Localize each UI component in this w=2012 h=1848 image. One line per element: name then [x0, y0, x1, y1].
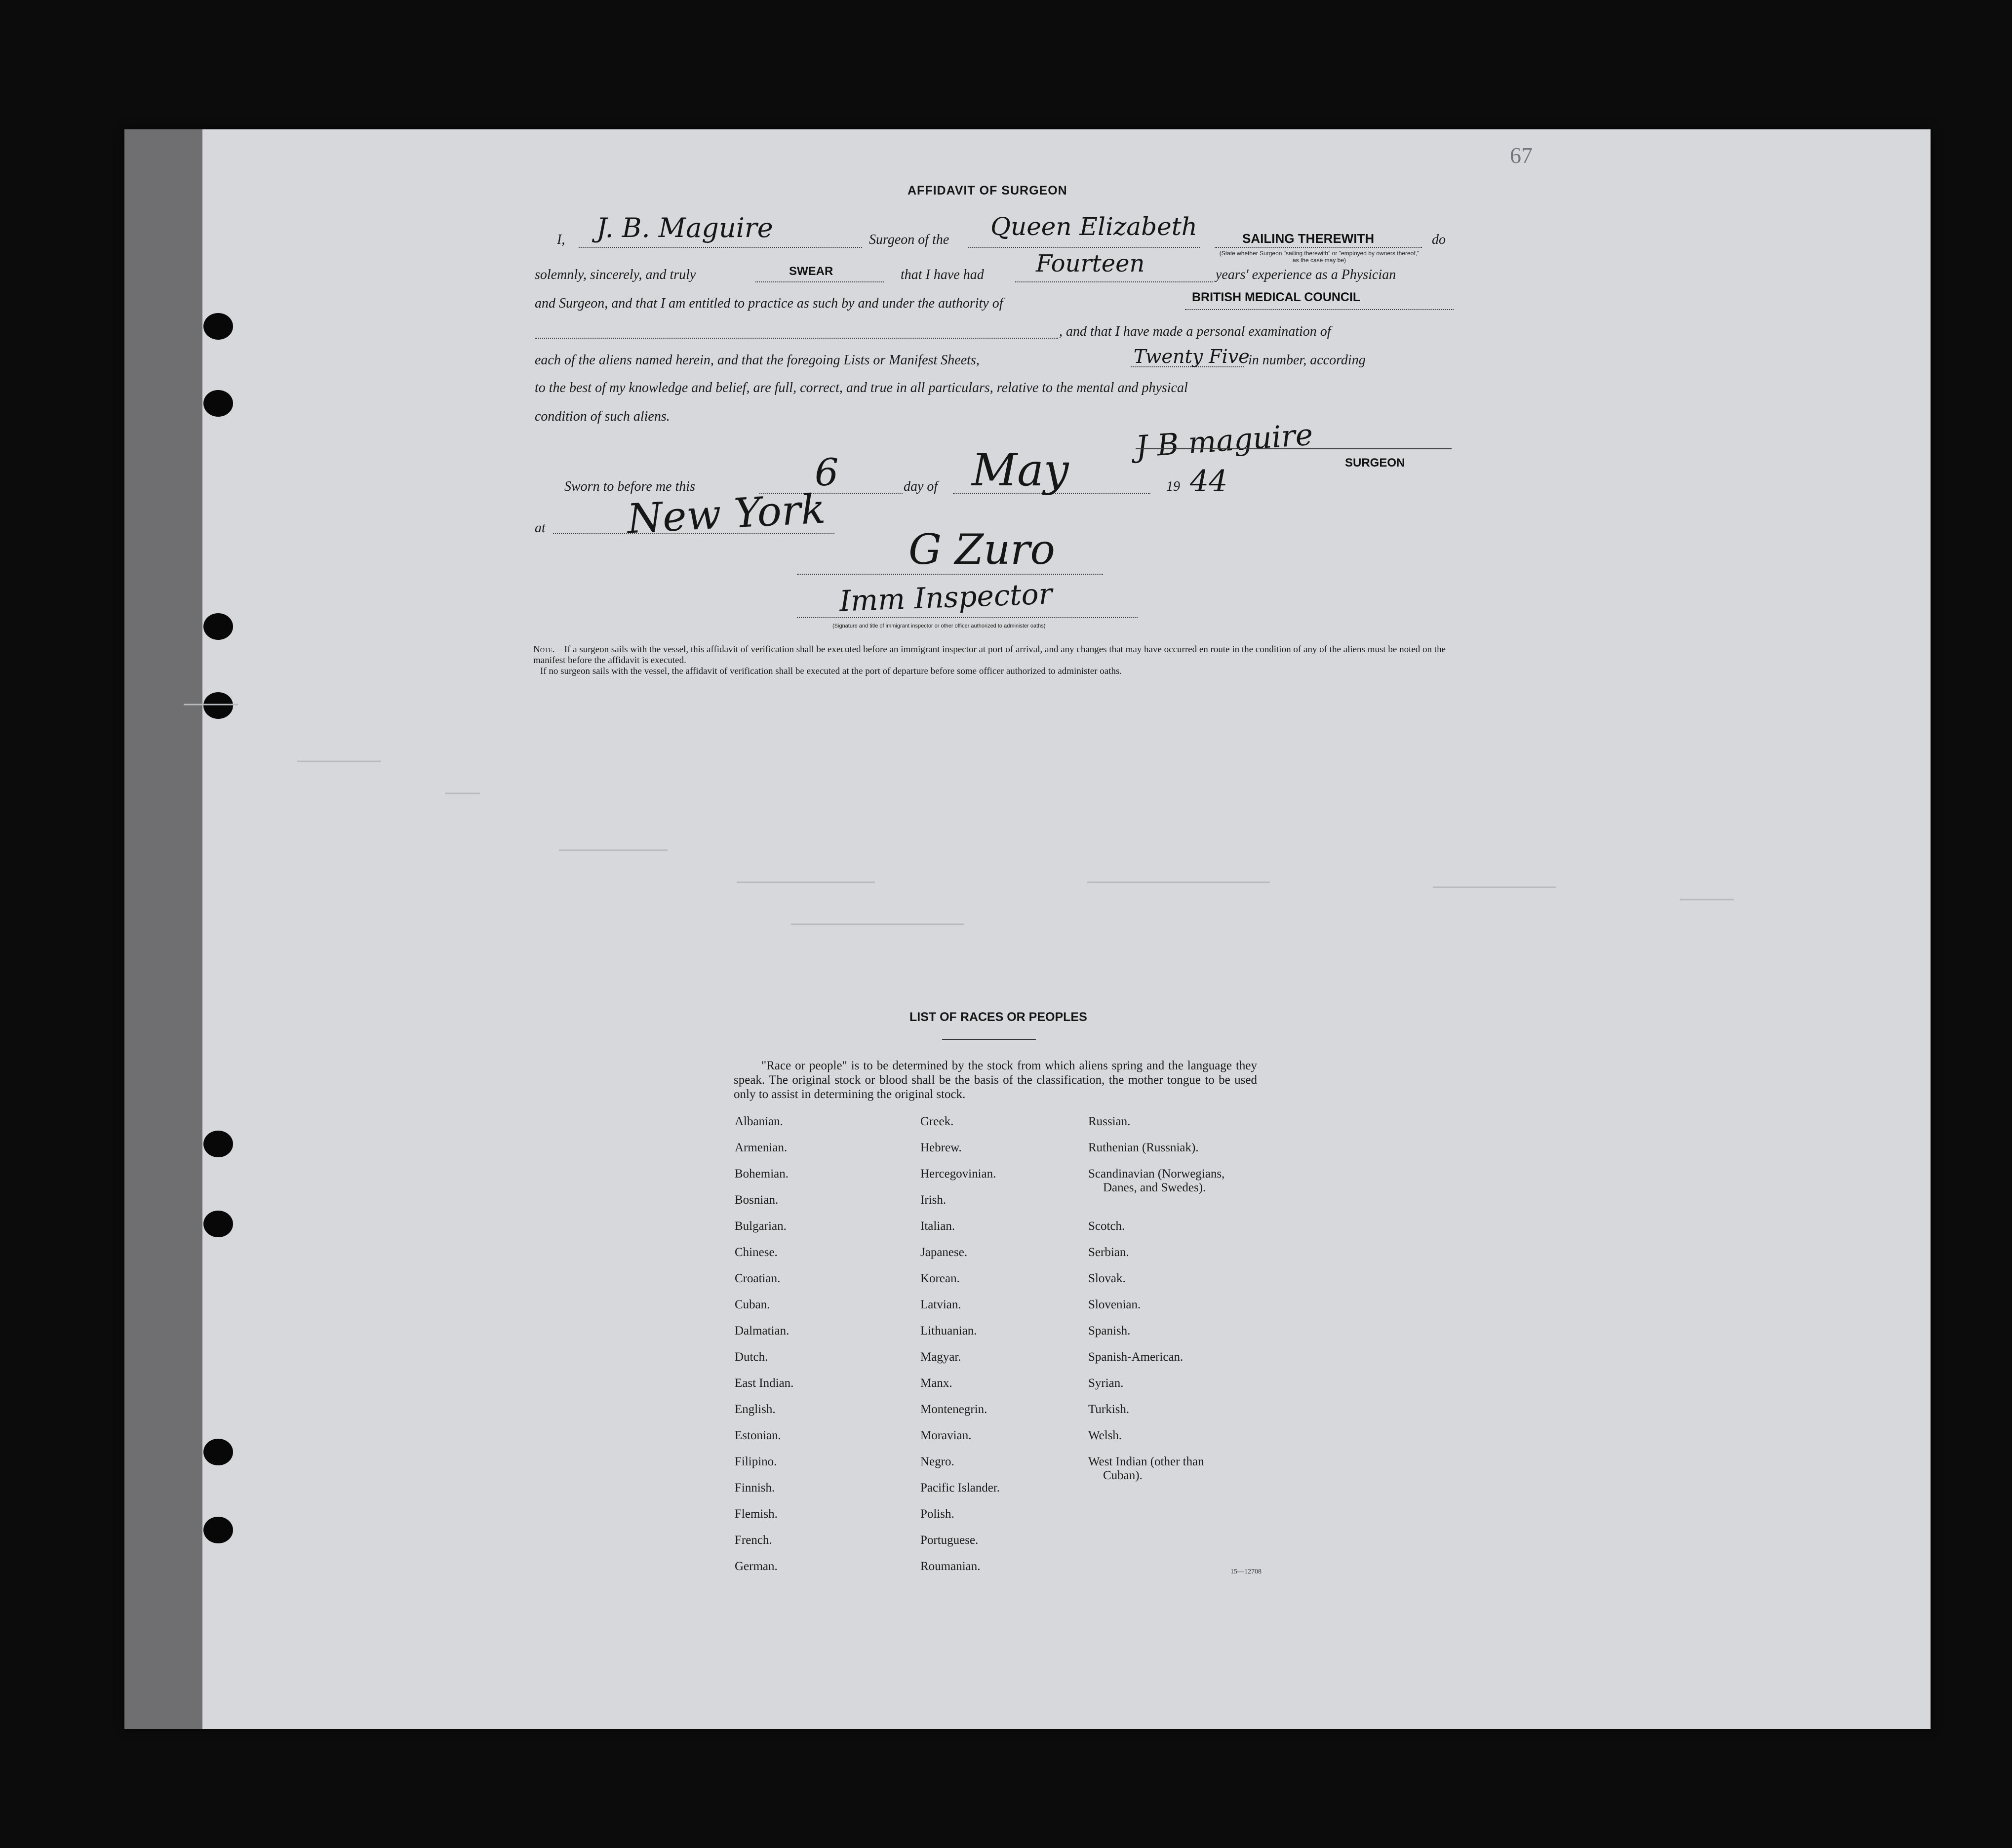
at-label: at [535, 520, 546, 536]
race-item: French. [735, 1533, 772, 1547]
race-item: Irish. [920, 1193, 947, 1207]
officer-title: Imm Inspector [838, 577, 1053, 618]
affidavit-line7: condition of such aliens. [535, 409, 670, 424]
race-item: German. [735, 1560, 778, 1573]
surgeon-label: SURGEON [1345, 456, 1405, 470]
affidavit-line2-mid: that I have had [901, 267, 984, 282]
surgeon-signature: J B maguire [1134, 417, 1314, 465]
sailing-blank [1215, 247, 1422, 248]
affidavit-line1-mid: Surgeon of the [869, 232, 949, 247]
day-handwritten: 6 [815, 450, 839, 494]
race-item: Bosnian. [735, 1193, 779, 1207]
race-item: Russian. [1088, 1115, 1131, 1128]
race-item-line: Cuban). [1103, 1469, 1143, 1482]
authority-blank [1185, 309, 1454, 310]
year-prefix: 19 [1166, 479, 1180, 494]
race-item: Bulgarian. [735, 1219, 787, 1233]
sworn-text-mid: day of [904, 479, 938, 494]
race-item: Italian. [920, 1219, 955, 1233]
race-item: Scotch. [1088, 1219, 1125, 1233]
races-column-3 [1088, 1115, 1224, 1481]
race-item: Japanese. [920, 1246, 968, 1259]
month-handwritten: May [972, 444, 1069, 496]
years-blank [1015, 281, 1213, 282]
form-code: 15—12708 [1230, 1568, 1262, 1575]
signature-line [1136, 448, 1452, 449]
affidavit-line5-pre: each of the aliens named herein, and that the foregoing Lists or Manifest Sheets, [535, 353, 980, 368]
oath-typed: SWEAR [789, 265, 833, 278]
races-column-2 [920, 1115, 1000, 1586]
place-handwritten: New York [626, 485, 827, 543]
race-item: Ruthenian (Russniak). [1088, 1141, 1199, 1154]
authority-typed: BRITISH MEDICAL COUNCIL [1192, 290, 1361, 304]
sailing-note: (State whether Surgeon "sailing therewith" or "employed by owners thereof," as the case may be) [1219, 250, 1420, 264]
races-column-1 [735, 1115, 793, 1586]
race-item: Hercegovinian. [920, 1167, 996, 1180]
affidavit-line4: , and that I have made a personal examination of [1059, 324, 1331, 339]
race-item: Pacific Islander. [920, 1481, 1000, 1494]
sworn-text-pre: Sworn to before me this [564, 479, 695, 494]
affidavit-line3-pre: and Surgeon, and that I am entitled to practice as such by and under the authority of [535, 296, 1003, 311]
race-item: Bohemian. [735, 1167, 789, 1180]
race-item: Spanish. [1088, 1324, 1131, 1337]
race-item: Flemish. [735, 1507, 778, 1521]
race-item: Slovenian. [1088, 1298, 1141, 1311]
races-title-rule [942, 1039, 1036, 1040]
race-item: Manx. [920, 1376, 952, 1390]
race-item: Polish. [920, 1507, 954, 1521]
race-item-west-indian [1088, 1455, 1224, 1481]
affidavit-line1-post: do [1432, 232, 1446, 247]
race-item: Korean. [920, 1272, 960, 1285]
race-item: Syrian. [1088, 1376, 1124, 1390]
race-item: Dutch. [735, 1350, 768, 1364]
document-sheet [124, 129, 1931, 1729]
race-item: Portuguese. [920, 1533, 979, 1547]
race-item: Armenian. [735, 1141, 788, 1154]
race-item: Estonian. [735, 1429, 781, 1442]
affidavit-line5-post: in number, according [1248, 353, 1366, 368]
authority-continuation-blank [535, 338, 1058, 339]
race-item: Welsh. [1088, 1429, 1122, 1442]
officer-line-2 [797, 617, 1138, 618]
race-item: Montenegrin. [920, 1403, 987, 1416]
race-item-line: Danes, and Swedes). [1103, 1181, 1206, 1194]
affidavit-line2-pre: solemnly, sincerely, and truly [535, 267, 696, 282]
note-label: Note. [533, 644, 555, 655]
race-item: Latvian. [920, 1298, 961, 1311]
races-title: LIST OF RACES OR PEOPLES [909, 1010, 1087, 1024]
years-handwritten: Fourteen [1036, 250, 1145, 277]
race-item: Albanian. [735, 1115, 783, 1128]
race-item: Roumanian. [920, 1560, 981, 1573]
surgeon-name-handwritten: J. B. Maguire [596, 212, 773, 243]
affidavit-line2-post: years' experience as a Physician [1216, 267, 1396, 282]
race-item: Greek. [920, 1115, 954, 1128]
page-number: 67 [1510, 143, 1533, 168]
affidavit-title: AFFIDAVIT OF SURGEON [907, 184, 1067, 197]
race-item: Slovak. [1088, 1272, 1126, 1285]
officer-caption: (Signature and title of immigrant inspector or other officer authorized to administer oaths) [832, 623, 1046, 629]
vessel-blank [968, 247, 1200, 248]
bleed-through-marks [124, 129, 1931, 1729]
race-item-line: Scandinavian (Norwegians, [1088, 1167, 1225, 1180]
race-item: Turkish. [1088, 1403, 1130, 1416]
race-item: English. [735, 1403, 776, 1416]
race-item: Dalmatian. [735, 1324, 789, 1337]
officer-line-1 [797, 574, 1103, 575]
surgeon-name-blank [579, 247, 862, 248]
race-item: Cuban. [735, 1298, 770, 1311]
race-item: Croatian. [735, 1272, 781, 1285]
race-item: Serbian. [1088, 1246, 1129, 1259]
note-text-1: —If a surgeon sails with the vessel, this affidavit of verification shall be executed before an immigrant inspector at port of arrival, and any changes that may have occurred en route in the condition of any of the aliens must be noted on the manifest before the affidavit is executed. [533, 644, 1446, 666]
race-item: Finnish. [735, 1481, 775, 1494]
race-item-spacer [1088, 1193, 1224, 1219]
race-item: Spanish-American. [1088, 1350, 1184, 1364]
oath-blank [755, 281, 884, 282]
race-item: Hebrew. [920, 1141, 962, 1154]
sailing-status: SAILING THEREWITH [1242, 231, 1375, 246]
race-item: East Indian. [735, 1376, 794, 1390]
affidavit-line6: to the best of my knowledge and belief, are full, correct, and true in all particulars, relative to the mental and physical [535, 380, 1188, 395]
affidavit-note [533, 644, 1457, 677]
race-item-line: West Indian (other than [1088, 1455, 1204, 1468]
races-intro: "Race or people" is to be determined by the stock from which aliens spring and the language they speak. The original stock or blood shall be the basis of the classification, the mother tongue to be used only to assist in determining the original stock. [734, 1059, 1257, 1101]
race-item: Chinese. [735, 1246, 778, 1259]
race-item: Filipino. [735, 1455, 777, 1468]
race-item: Magyar. [920, 1350, 961, 1364]
year-handwritten: 44 [1190, 464, 1228, 499]
officer-signature: G Zuro [908, 525, 1055, 574]
race-item: Negro. [920, 1455, 954, 1468]
race-item: Lithuanian. [920, 1324, 977, 1337]
race-item: Moravian. [920, 1429, 972, 1442]
affidavit-line1-pre: I, [557, 232, 565, 247]
sheets-handwritten: Twenty Five [1134, 346, 1250, 367]
vessel-handwritten: Queen Elizabeth [990, 212, 1197, 241]
race-item-scandinavian [1088, 1167, 1224, 1193]
note-text-2: If no surgeon sails with the vessel, the affidavit of verification shall be executed at the port of departure before some officer authorized to administer oaths. [540, 666, 1122, 676]
